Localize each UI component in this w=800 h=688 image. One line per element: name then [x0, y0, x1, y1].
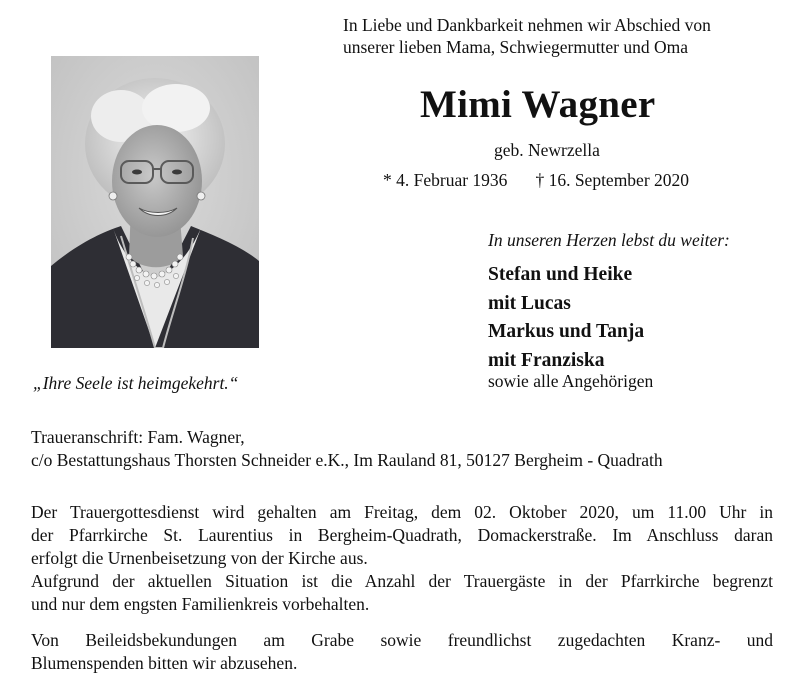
service-info — [31, 501, 773, 616]
address-line: c/o Bestattungshaus Thorsten Schneider e.K., Im Rauland 81, 50127 Bergheim - Quadrath — [31, 450, 663, 470]
mourner-name: Stefan und Heike — [488, 264, 633, 285]
service-line: und nur dem engsten Familienkreis vorbehalten. — [31, 594, 370, 614]
portrait-photo-icon — [51, 56, 259, 348]
intro-text — [343, 14, 783, 58]
mourner-name: Markus und Tanja — [488, 321, 645, 342]
mourners-heading: In unseren Herzen lebst du weiter: — [488, 230, 730, 250]
maiden-name: geb. Newrzella — [494, 140, 600, 160]
portrait-photo — [51, 56, 259, 348]
life-dates — [383, 170, 689, 191]
service-line: Aufgrund der aktuellen Situation ist die Anzahl der Trauergäste in der Pfarrkirche begrenzt — [31, 571, 773, 591]
service-line: der Pfarrkirche St. Laurentius in Bergheim-Quadrath, Domackerstraße. Im Anschluss daran — [31, 525, 773, 545]
service-line: Der Trauergottesdienst wird gehalten am Freitag, dem 02. Oktober 2020, um 11.00 Uhr in — [31, 502, 773, 522]
birth-date: * 4. Februar 1936 — [383, 170, 508, 190]
service-line: erfolgt die Urnenbeisetzung von der Kirche aus. — [31, 548, 368, 568]
intro-line: unserer lieben Mama, Schwiegermutter und Oma — [343, 37, 689, 57]
relatives-line: sowie alle Angehörigen — [488, 371, 654, 391]
mourner-name: mit Lucas — [488, 292, 571, 314]
address-line: Traueranschrift: Fam. Wagner, — [31, 427, 245, 447]
quote: „Ihre Seele ist heimgekehrt.“ — [33, 373, 239, 393]
condolence-note — [31, 629, 773, 675]
condolence-line: Blumenspenden bitten wir abzusehen. — [31, 653, 298, 673]
mourning-address — [31, 426, 663, 472]
death-date: † 16. September 2020 — [535, 170, 690, 190]
mourners-list — [488, 261, 644, 375]
intro-line: In Liebe und Dankbarkeit nehmen wir Abschied von — [343, 15, 711, 35]
mourner-name: mit Franziska — [488, 349, 605, 371]
condolence-line: Von Beileidsbekundungen am Grabe sowie freundlichst zugedachten Kranz- und — [31, 630, 773, 650]
deceased-name: Mimi Wagner — [420, 83, 656, 126]
